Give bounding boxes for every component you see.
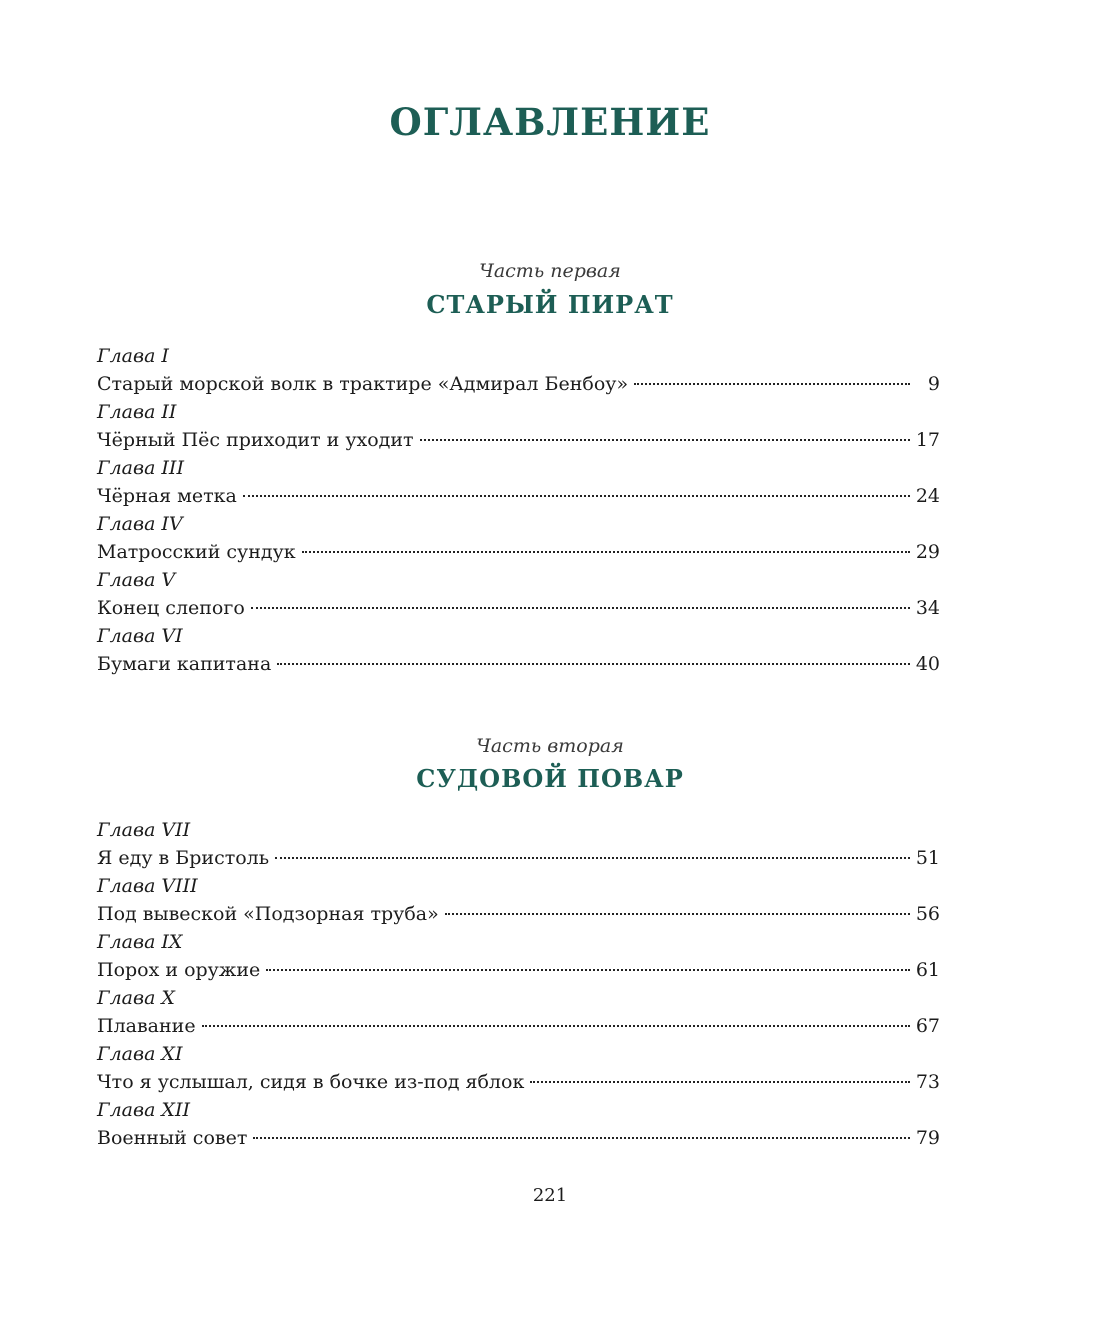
toc-entry[interactable] [97, 370, 940, 398]
toc-chapter [97, 622, 940, 678]
chapter-label: Глава VI [97, 625, 183, 647]
toc-entry[interactable] [97, 844, 940, 872]
toc-chapter [97, 454, 940, 510]
chapter-label: Глава VII [97, 819, 191, 841]
chapter-title: Плавание [97, 1015, 196, 1037]
part-label: Часть вторая [476, 735, 624, 757]
chapter-page-number: 73 [915, 1071, 940, 1093]
dot-leader [251, 607, 910, 609]
dot-leader [266, 969, 910, 971]
toc-entry[interactable] [97, 1124, 940, 1152]
toc-entry[interactable] [97, 1012, 940, 1040]
toc-entry[interactable] [97, 650, 940, 678]
toc-entry[interactable] [97, 594, 940, 622]
chapter-page-number: 34 [915, 597, 940, 619]
dot-leader [202, 1025, 910, 1027]
toc-chapter [97, 984, 940, 1040]
toc-chapter [97, 398, 940, 454]
toc-entry[interactable] [97, 1068, 940, 1096]
chapter-page-number: 79 [915, 1127, 940, 1149]
chapter-title: Чёрная метка [97, 485, 237, 507]
chapter-title: Под вывеской «Подзорная труба» [97, 903, 439, 925]
dot-leader [302, 551, 910, 553]
toc-entry[interactable] [97, 482, 940, 510]
toc-entry[interactable] [97, 956, 940, 984]
chapter-label: Глава IX [97, 931, 183, 953]
chapter-label: Глава VIII [97, 875, 198, 897]
toc-list-part-2 [97, 816, 940, 1152]
chapter-page-number: 67 [915, 1015, 940, 1037]
chapter-title: Я еду в Бристоль [97, 847, 270, 869]
page-number: 221 [532, 1185, 568, 1206]
dot-leader [420, 439, 910, 441]
chapter-label: Глава X [97, 987, 175, 1009]
part-label: Часть первая [479, 260, 621, 282]
chapter-title: Что я услышал, сидя в бочке из-под яблок [97, 1071, 525, 1093]
dot-leader [445, 913, 910, 915]
toc-entry[interactable] [97, 538, 940, 566]
chapter-title: Матросский сундук [97, 541, 296, 563]
dot-leader [253, 1137, 909, 1139]
chapter-page-number: 56 [915, 903, 940, 925]
chapter-title: Старый морской волк в трактире «Адмирал Бенбоу» [97, 373, 629, 395]
chapter-page-number: 29 [915, 541, 940, 563]
toc-entry[interactable] [97, 900, 940, 928]
dot-leader [243, 495, 910, 497]
chapter-title: Конец слепого [97, 597, 245, 619]
toc-chapter [97, 566, 940, 622]
chapter-label: Глава IV [97, 513, 183, 535]
chapter-page-number: 17 [915, 429, 940, 451]
toc-chapter [97, 928, 940, 984]
toc-chapter [97, 816, 940, 872]
toc-chapter [97, 1040, 940, 1096]
dot-leader [277, 663, 910, 665]
chapter-label: Глава I [97, 345, 169, 367]
dot-leader [275, 857, 910, 859]
chapter-title: Военный совет [97, 1127, 248, 1149]
toc-chapter [97, 510, 940, 566]
chapter-page-number: 40 [915, 653, 940, 675]
dot-leader [530, 1081, 909, 1083]
toc-entry[interactable] [97, 426, 940, 454]
chapter-page-number: 9 [927, 373, 940, 395]
chapter-label: Глава III [97, 457, 184, 479]
chapter-title: Бумаги капитана [97, 653, 272, 675]
toc-list-part-1 [97, 342, 940, 678]
chapter-page-number: 24 [915, 485, 940, 507]
toc-chapter [97, 872, 940, 928]
part-title: СУДОВОЙ ПОВАР [416, 764, 684, 793]
chapter-title: Чёрный Пёс приходит и уходит [97, 429, 414, 451]
toc-chapter [97, 342, 940, 398]
part-title: СТАРЫЙ ПИРАТ [426, 290, 674, 319]
dot-leader [634, 383, 910, 385]
chapter-label: Глава V [97, 569, 176, 591]
chapter-title: Порох и оружие [97, 959, 261, 981]
page-title: ОГЛАВЛЕНИЕ [389, 100, 711, 144]
chapter-page-number: 51 [915, 847, 940, 869]
chapter-label: Глава II [97, 401, 177, 423]
chapter-page-number: 61 [915, 959, 940, 981]
chapter-label: Глава XI [97, 1043, 183, 1065]
chapter-label: Глава XII [97, 1099, 190, 1121]
toc-chapter [97, 1096, 940, 1152]
